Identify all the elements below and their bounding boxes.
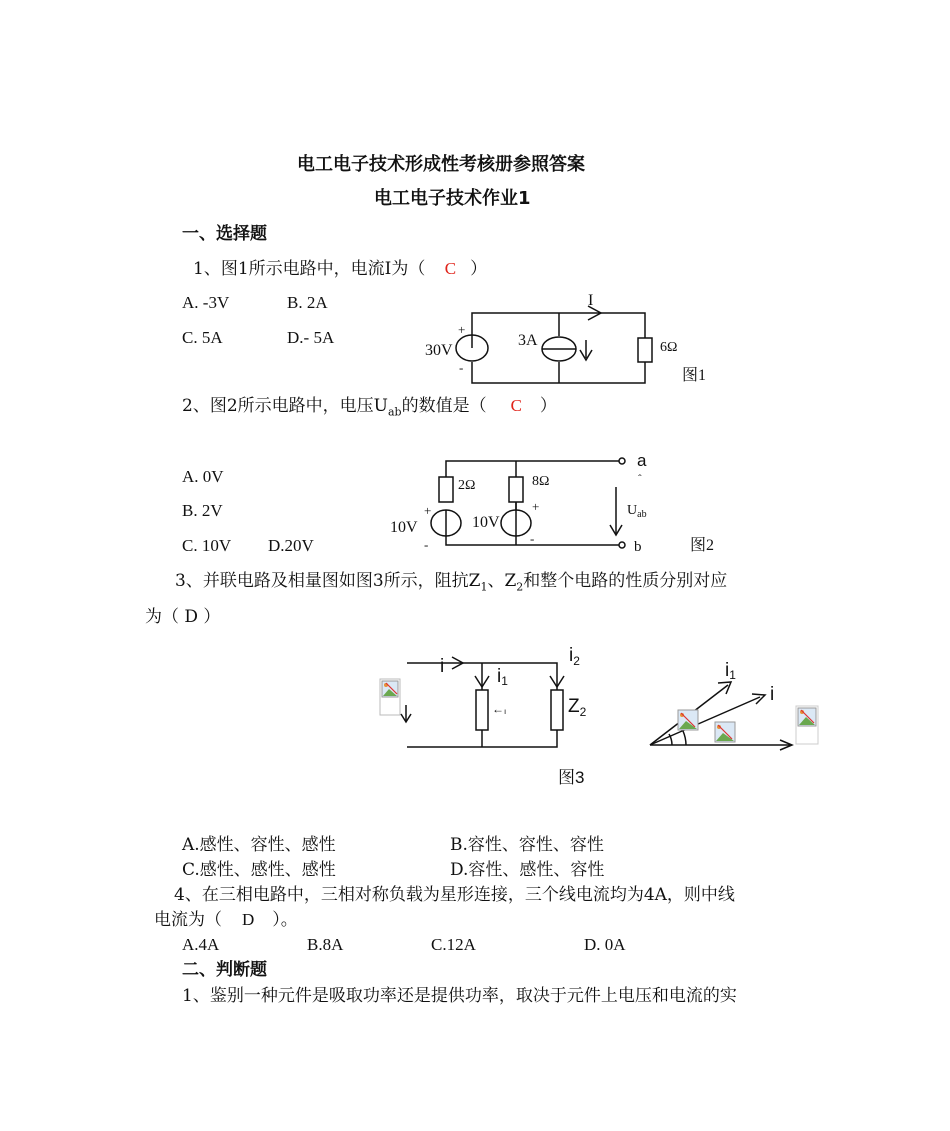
question-3-sub-2: 2 bbox=[516, 580, 524, 594]
question-1-text: 1、图1所示电路中，电流I为（ bbox=[193, 259, 426, 279]
question-2-answer: C bbox=[510, 396, 522, 415]
question-4-answer: D bbox=[242, 910, 255, 929]
question-2-stem bbox=[182, 396, 557, 422]
question-1-answer: C bbox=[444, 259, 457, 278]
question-2-option-a: A. 0V bbox=[182, 467, 224, 486]
figure-3-current-i2: $i_2$ bbox=[569, 645, 580, 668]
question-1-stem bbox=[193, 259, 487, 279]
question-3-sub-1: 1 bbox=[480, 580, 488, 594]
question-4-option-a: A.4A bbox=[182, 935, 220, 954]
figure-3-current-i1: i1 bbox=[497, 666, 508, 688]
figure-2-r2-label: 8Ω bbox=[532, 474, 550, 489]
question-3-option-c: C.感性、感性、感性 bbox=[182, 860, 336, 880]
figure-2-node-a-mark: ˆ bbox=[638, 473, 642, 485]
question-2-text: 2、图2所示电路中，电压U bbox=[182, 396, 388, 416]
judgement-question-1: 1、鉴别一种元件是吸取功率还是提供功率，取决于元件上电压和电流的实 bbox=[182, 986, 737, 1006]
question-2-text-2: 的数值是（ bbox=[401, 396, 487, 416]
question-1-close: ） bbox=[470, 259, 488, 279]
question-3-text-b: 、Z bbox=[487, 571, 517, 591]
figure-1-vs-minus: - bbox=[459, 360, 464, 375]
question-2-sub: ab bbox=[387, 405, 402, 419]
question-4-line-1: 4、在三相电路中，三相对称负载为星形连接，三个线电流均为4A，则中线 bbox=[174, 885, 735, 905]
question-2-option-b: B. 2V bbox=[182, 501, 223, 520]
figure-2-v1-minus: - bbox=[424, 537, 429, 552]
broken-image-icon bbox=[380, 679, 400, 715]
question-3-text-c: 和整个电路的性质分别对应 bbox=[523, 571, 728, 591]
question-1-option-d: D.- 5A bbox=[287, 328, 335, 347]
figure-3-z2-label: $Z_2$ bbox=[568, 696, 587, 719]
figure-3-phasor-i: i bbox=[770, 684, 775, 705]
question-1-option-a: A. -3V bbox=[182, 293, 230, 312]
question-2-close: ） bbox=[539, 396, 557, 416]
page-title: 电工电子技术形成性考核册参照答案 bbox=[297, 154, 585, 175]
figure-3-current-i: i bbox=[440, 656, 445, 677]
figure-2-uab-label: $U_{ab}$ bbox=[627, 503, 647, 520]
question-1-option-c: C. 5A bbox=[182, 328, 223, 347]
question-4-text-a: 电流为（ bbox=[154, 910, 222, 930]
figure-1-current-label: I bbox=[588, 292, 594, 309]
figure-1-cs-label: 3A bbox=[518, 332, 538, 349]
question-3-option-a: A.感性、容性、感性 bbox=[182, 835, 336, 855]
figure-2-node-a: a bbox=[637, 451, 647, 470]
question-4-option-c: C.12A bbox=[431, 935, 476, 954]
figure-2-v2-plus: + bbox=[532, 499, 540, 514]
figure-2-r1-label: 2Ω bbox=[458, 478, 476, 493]
question-4-option-b: B.8A bbox=[307, 935, 344, 954]
broken-image-icon bbox=[678, 710, 698, 730]
broken-image-icon bbox=[715, 722, 735, 742]
figure-1-vs-label: 30V bbox=[425, 342, 453, 359]
figure-3-caption: 图3 bbox=[558, 768, 585, 787]
figure-3-z1-label: ←ı bbox=[492, 702, 507, 716]
figure-2-v1-plus: + bbox=[424, 503, 432, 518]
figure-2-v2-label: 10V bbox=[472, 514, 500, 531]
figure-1-res-label: 6Ω bbox=[660, 340, 678, 355]
section-heading-choice: 一、选择题 bbox=[182, 224, 267, 244]
figure-2-caption: 图2 bbox=[690, 537, 715, 554]
figure-2-v1-label: 10V bbox=[390, 519, 418, 536]
question-3-option-d: D.容性、感性、容性 bbox=[450, 860, 605, 880]
question-1-option-b: B. 2A bbox=[287, 293, 328, 312]
figure-3-phasor-i1: i1 bbox=[725, 660, 736, 682]
question-3-line-2: 为（ D ） bbox=[145, 607, 221, 627]
question-3-text-a: 3、并联电路及相量图如图3所示，阻抗Z bbox=[175, 571, 481, 591]
question-4-line-2 bbox=[154, 910, 298, 930]
figure-1-vs-plus: + bbox=[458, 322, 466, 337]
figure-2-node-b: b bbox=[634, 539, 642, 555]
question-4-text-b: ）。 bbox=[272, 910, 298, 930]
question-3-option-b: B.容性、容性、容性 bbox=[450, 835, 604, 855]
question-3-line-1 bbox=[175, 571, 727, 597]
section-heading-judgement: 二、判断题 bbox=[182, 960, 267, 980]
figure-2-v2-minus: - bbox=[530, 531, 535, 546]
broken-image-icon bbox=[796, 706, 818, 744]
page-subtitle: 电工电子技术作业1 bbox=[374, 188, 531, 209]
figure-1-caption: 图1 bbox=[682, 367, 707, 384]
question-2-option-d: D.20V bbox=[268, 536, 314, 555]
question-4-option-d: D. 0A bbox=[584, 935, 626, 954]
question-2-option-c: C. 10V bbox=[182, 536, 232, 555]
